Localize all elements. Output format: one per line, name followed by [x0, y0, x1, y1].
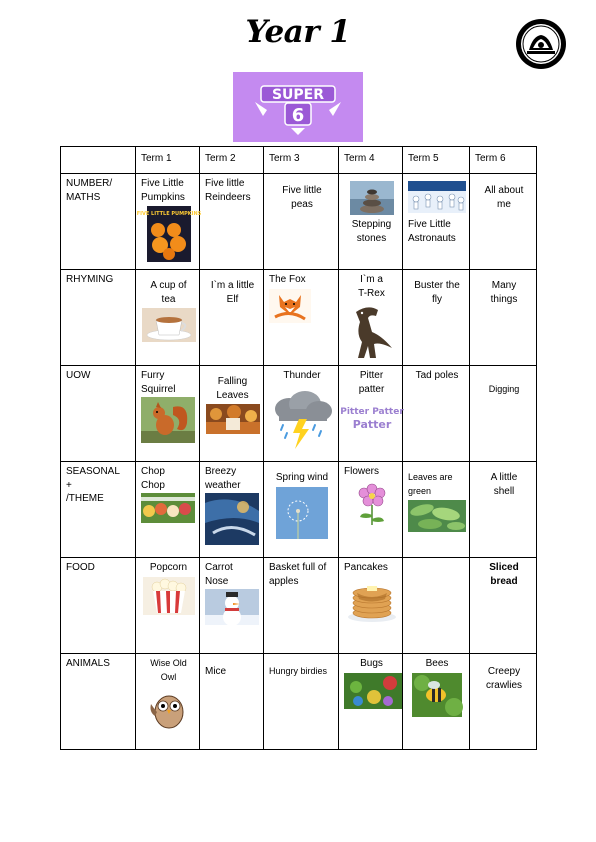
owl-image: [147, 686, 191, 730]
falling-leaves-image: [206, 404, 260, 434]
cell-popcorn: [136, 558, 200, 654]
header-term-4: Term 4: [339, 147, 403, 174]
cell-the-fox: [264, 270, 339, 366]
stepping-stones-image: [350, 181, 394, 215]
green-leaves-image: [408, 500, 466, 532]
cell-breezy-weather: [200, 462, 264, 558]
cell-reindeers: Five little Reindeers: [200, 174, 264, 270]
cell-text: Five Little Pumpkins: [141, 178, 185, 203]
cell-spring-wind: [264, 462, 339, 558]
cell-astronauts: [403, 174, 470, 270]
cell-text: Breezy weather: [205, 466, 241, 491]
cell-peas: [264, 174, 339, 270]
cell-little-shell: [470, 462, 537, 558]
cell-text: Tad poles: [415, 370, 459, 381]
cell-text: Many things: [490, 280, 518, 305]
cell-creepy-crawlies: [470, 654, 537, 750]
cell-pumpkins: [136, 174, 200, 270]
cell-t-rex: [339, 270, 403, 366]
flowers-image: [352, 481, 392, 527]
curriculum-table: [60, 146, 537, 750]
pumpkins-book-image: [136, 206, 201, 262]
cell-text: Spring wind: [275, 472, 329, 483]
cell-text: Furry Squirrel: [141, 370, 176, 395]
cell-text: Sliced bread: [489, 562, 519, 587]
cell-text: Buster the fly: [414, 280, 460, 305]
header-term-1: Term 1: [136, 147, 200, 174]
cell-flowers: [339, 462, 403, 558]
cell-pancakes: [339, 558, 403, 654]
cell-text: All about me: [484, 185, 524, 210]
squirrel-image: [141, 397, 195, 443]
row-label: ANIMALS: [61, 654, 136, 750]
cell-digging: [470, 366, 537, 462]
svg-text:Patter: Patter: [352, 418, 391, 431]
school-logo: [515, 18, 567, 70]
cell-furry-squirrel: [136, 366, 200, 462]
cell-chop-chop: [136, 462, 200, 558]
cell-text: Pitter patter: [358, 370, 385, 395]
cell-little-elf: [200, 270, 264, 366]
header-term-2: Term 2: [200, 147, 264, 174]
cup-of-tea-image: [142, 308, 196, 342]
cell-falling-leaves: [200, 366, 264, 462]
cell-basket-of-apples: [264, 558, 339, 654]
cell-tad-poles: [403, 366, 470, 462]
row-label: NUMBER/ MATHS: [61, 174, 136, 270]
table-row: [61, 462, 537, 558]
cell-many-things: [470, 270, 537, 366]
cell-leaves-are-green: [403, 462, 470, 558]
cell-text: Five little peas: [282, 185, 322, 210]
cell-text: Pancakes: [344, 562, 388, 573]
cell-text: Basket full of apples: [269, 562, 327, 587]
header-term-5: Term 5: [403, 147, 470, 174]
cell-text: Hungry birdies: [269, 666, 328, 676]
badge-super-text: SUPER: [271, 87, 325, 103]
cell-thunder: [264, 366, 339, 462]
t-rex-image: [348, 302, 396, 360]
snowman-image: [205, 589, 259, 625]
cell-text: Chop Chop: [141, 466, 165, 491]
super-six-badge: [233, 72, 363, 142]
chop-chop-image: [141, 493, 195, 523]
cell-text: A little shell: [490, 472, 518, 497]
header-term-3: Term 3: [264, 147, 339, 174]
cell-text: Flowers: [344, 466, 380, 477]
popcorn-image: [143, 577, 195, 615]
table-row: [61, 174, 537, 270]
pitter-patter-image: [339, 400, 404, 436]
header-row: [61, 147, 537, 174]
row-label: SEASONAL + /THEME: [61, 462, 136, 558]
fox-image: [269, 289, 311, 323]
cell-text: Leaves are green: [408, 472, 453, 496]
cell-text: The Fox: [269, 274, 306, 285]
cell-bees: [403, 654, 470, 750]
cell-mice: [200, 654, 264, 750]
cell-all-about-me: [470, 174, 537, 270]
header-term-6: Term 6: [470, 147, 537, 174]
cell-text: Five Little Astronauts: [408, 219, 456, 244]
astronauts-image: [408, 181, 466, 213]
cell-stepping-stones: [339, 174, 403, 270]
bees-image: [412, 673, 462, 717]
dandelion-image: [276, 487, 328, 539]
pancakes-image: [345, 577, 399, 623]
cell-text: I`m a little Elf: [210, 280, 255, 305]
table-row: [61, 270, 537, 366]
cell-text: Bees: [425, 658, 449, 669]
pitter-patter-word-art: Pitter Patter: [339, 407, 404, 417]
cell-carrot-nose: [200, 558, 264, 654]
cell-food-term-5: [403, 558, 470, 654]
table-row: [61, 558, 537, 654]
thunder-cloud-icon: [269, 389, 335, 451]
cell-text: Creepy crawlies: [485, 666, 523, 691]
pumpkins-book-title: FIVE LITTLE PUMPKINS: [136, 211, 201, 217]
cell-text: Digging: [488, 384, 520, 394]
row-label: FOOD: [61, 558, 136, 654]
cell-text: Thunder: [283, 370, 321, 381]
cell-text: Mice: [205, 666, 227, 677]
cell-pitter-patter: [339, 366, 403, 462]
page-title: Year 1: [245, 14, 351, 50]
cell-text: Popcorn: [149, 562, 188, 573]
cell-bugs: [339, 654, 403, 750]
table-row: [61, 654, 537, 750]
cell-hungry-birdies: [264, 654, 339, 750]
row-label: RHYMING: [61, 270, 136, 366]
cell-buster-the-fly: [403, 270, 470, 366]
cell-text: Falling Leaves: [216, 376, 249, 401]
cell-text: Bugs: [360, 658, 383, 669]
cell-text: I`m a T-Rex: [358, 274, 385, 299]
cell-text: Stepping stones: [351, 219, 392, 244]
cell-wise-old-owl: [136, 654, 200, 750]
cell-text: Wise Old Owl: [150, 658, 187, 682]
breezy-weather-image: [205, 493, 259, 545]
bugs-image: [344, 673, 402, 709]
header-cell: [61, 147, 136, 174]
cell-cup-of-tea: [136, 270, 200, 366]
cell-text: A cup of tea: [150, 280, 187, 305]
cell-text: Carrot Nose: [205, 562, 233, 587]
row-label: UOW: [61, 366, 136, 462]
badge-six-text: 6: [291, 105, 305, 126]
cell-sliced-bread: [470, 558, 537, 654]
table-row: [61, 366, 537, 462]
